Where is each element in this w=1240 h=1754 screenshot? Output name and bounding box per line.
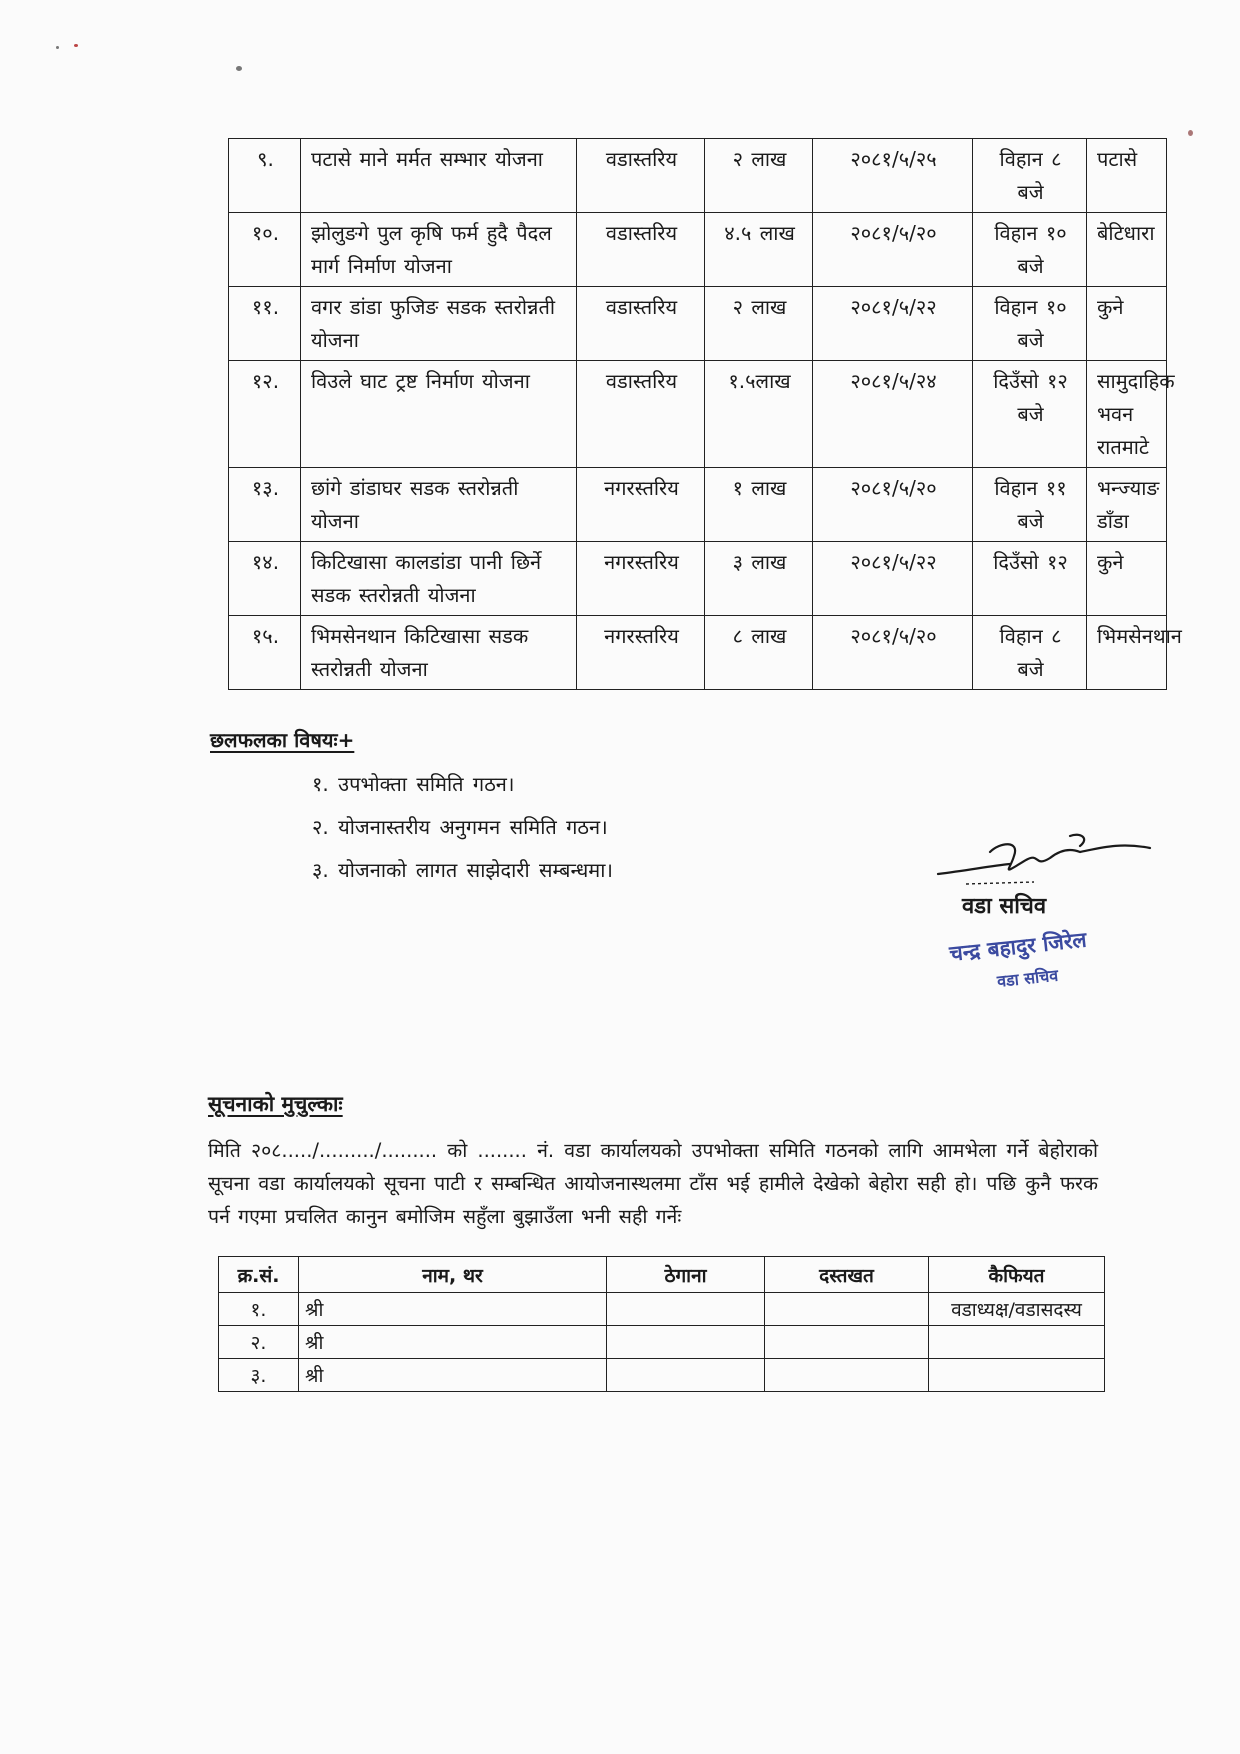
meeting-time: दिउँसो १२ [973,542,1087,616]
table-row [229,542,1167,616]
address-cell [607,1359,765,1392]
muchulka-paragraph: मिति २०८...../........./......... को ........ नं. वडा कार्यालयको उपभोक्ता समिति गठनको लागि आमभेला गर्ने बेहोराको सूचना वडा कार्यालयको सूचना पाटी र सम्बन्धित आयोजनास्थलमा टाँस भई हामीले देखेको बेहोरा सही हो। पछि कुनै फरक पर्न गएमा प्रचलित कानुन बमोजिम सहुँला बुझाउँला भनी सही गर्नेः [208,1139,1098,1228]
signatory-title: वडा सचिव [962,894,1047,919]
signature-cell [765,1359,929,1392]
table-row [229,213,1167,287]
project-name: किटिखासा कालडांडा पानी छिर्ने सडक स्तरोन्नती योजना [301,542,577,616]
meeting-place: भन्ज्याङ डाँडा [1087,468,1167,542]
serial-number: ३. [219,1359,299,1392]
project-level: नगरस्तरिय [577,468,705,542]
project-budget: १ लाख [705,468,813,542]
meeting-place: कुने [1087,542,1167,616]
official-stamp-name: चन्द्र बहादुर जिरेल [948,927,1088,966]
meeting-date: २०८१/५/२० [813,468,973,542]
table-row [229,616,1167,690]
serial-number: १३. [229,468,301,542]
official-stamp-title: वडा सचिव [996,965,1060,991]
table-row [229,139,1167,213]
meeting-place: पटासे [1087,139,1167,213]
meeting-time: दिउँसो १२ बजे [973,361,1087,468]
project-name: भिमसेनथान किटिखासा सडक स्तरोन्नती योजना [301,616,577,690]
meeting-place: सामुदाहिक भवन रातमाटे [1087,361,1167,468]
meeting-date: २०८१/५/२० [813,616,973,690]
project-budget: ८ लाख [705,616,813,690]
project-name: झोलुङगे पुल कृषि फर्म हुदै पैदल मार्ग निर्माण योजना [301,213,577,287]
meeting-time: विहान ८ बजे [973,139,1087,213]
agenda-item: ३. योजनाको लागत साझेदारी सम्बन्धमा। [312,858,614,882]
meeting-time: विहान १० बजे [973,213,1087,287]
serial-number: ११. [229,287,301,361]
meeting-date: २०८१/५/२४ [813,361,973,468]
table-row [229,287,1167,361]
meeting-place: भिमसेनथान [1087,616,1167,690]
address-cell [607,1293,765,1326]
scan-speck [1188,130,1193,136]
projects-table [228,138,1182,690]
scan-speck [56,46,59,49]
project-level: वडास्तरिय [577,287,705,361]
project-level: वडास्तरिय [577,361,705,468]
address-cell [607,1326,765,1359]
column-header: दस्तखत [765,1257,929,1293]
meeting-time: विहान ११ बजे [973,468,1087,542]
meeting-date: २०८१/५/२० [813,213,973,287]
project-budget: १.५लाख [705,361,813,468]
serial-number: २. [219,1326,299,1359]
meeting-time: विहान १० बजे [973,287,1087,361]
remarks-cell [929,1359,1105,1392]
meeting-date: २०८१/५/२५ [813,139,973,213]
serial-number: १. [219,1293,299,1326]
muchulka-heading: सूचनाको मुचुल्काः [208,1092,343,1116]
serial-number: १५. [229,616,301,690]
meeting-place: कुने [1087,287,1167,361]
column-header: क्र.सं. [219,1257,299,1293]
serial-number: १४. [229,542,301,616]
name-cell: श्री [299,1293,607,1326]
project-name: पटासे माने मर्मत सम्भार योजना [301,139,577,213]
serial-number: १०. [229,213,301,287]
meeting-place: बेटिधारा [1087,213,1167,287]
table-header-row [219,1257,1105,1293]
remarks-cell [929,1326,1105,1359]
project-level: नगरस्तरिय [577,616,705,690]
signatories-table [218,1256,1105,1392]
agenda-item: १. उपभोक्ता समिति गठन। [312,772,515,796]
serial-number: ९. [229,139,301,213]
table-row [219,1326,1105,1359]
project-name: छांगे डांडाघर सडक स्तरोन्नती योजना [301,468,577,542]
serial-number: १२. [229,361,301,468]
project-name: विउले घाट ट्रष्ट निर्माण योजना [301,361,577,468]
signature-cell [765,1293,929,1326]
table-row [229,468,1167,542]
project-level: वडास्तरिय [577,139,705,213]
agenda-item: २. योजनास्तरीय अनुगमन समिति गठन। [312,815,608,839]
project-budget: २ लाख [705,139,813,213]
project-budget: २ लाख [705,287,813,361]
signature-cell [765,1326,929,1359]
table-row [229,361,1167,468]
agenda-heading: छलफलका विषयः+ [210,728,355,752]
project-budget: ३ लाख [705,542,813,616]
name-cell: श्री [299,1359,607,1392]
meeting-date: २०८१/५/२२ [813,287,973,361]
table-row [219,1359,1105,1392]
column-header: कैफियत [929,1257,1105,1293]
table-row [219,1293,1105,1326]
project-level: नगरस्तरिय [577,542,705,616]
project-budget: ४.५ लाख [705,213,813,287]
name-cell: श्री [299,1326,607,1359]
column-header: नाम, थर [299,1257,607,1293]
project-level: वडास्तरिय [577,213,705,287]
remarks-cell: वडाध्यक्ष/वडासदस्य [929,1293,1105,1326]
scan-speck [236,66,242,71]
project-name: वगर डांडा फुजिङ सडक स्तरोन्नती योजना [301,287,577,361]
column-header: ठेगाना [607,1257,765,1293]
meeting-time: विहान ८ बजे [973,616,1087,690]
meeting-date: २०८१/५/२२ [813,542,973,616]
scan-speck [74,44,78,47]
